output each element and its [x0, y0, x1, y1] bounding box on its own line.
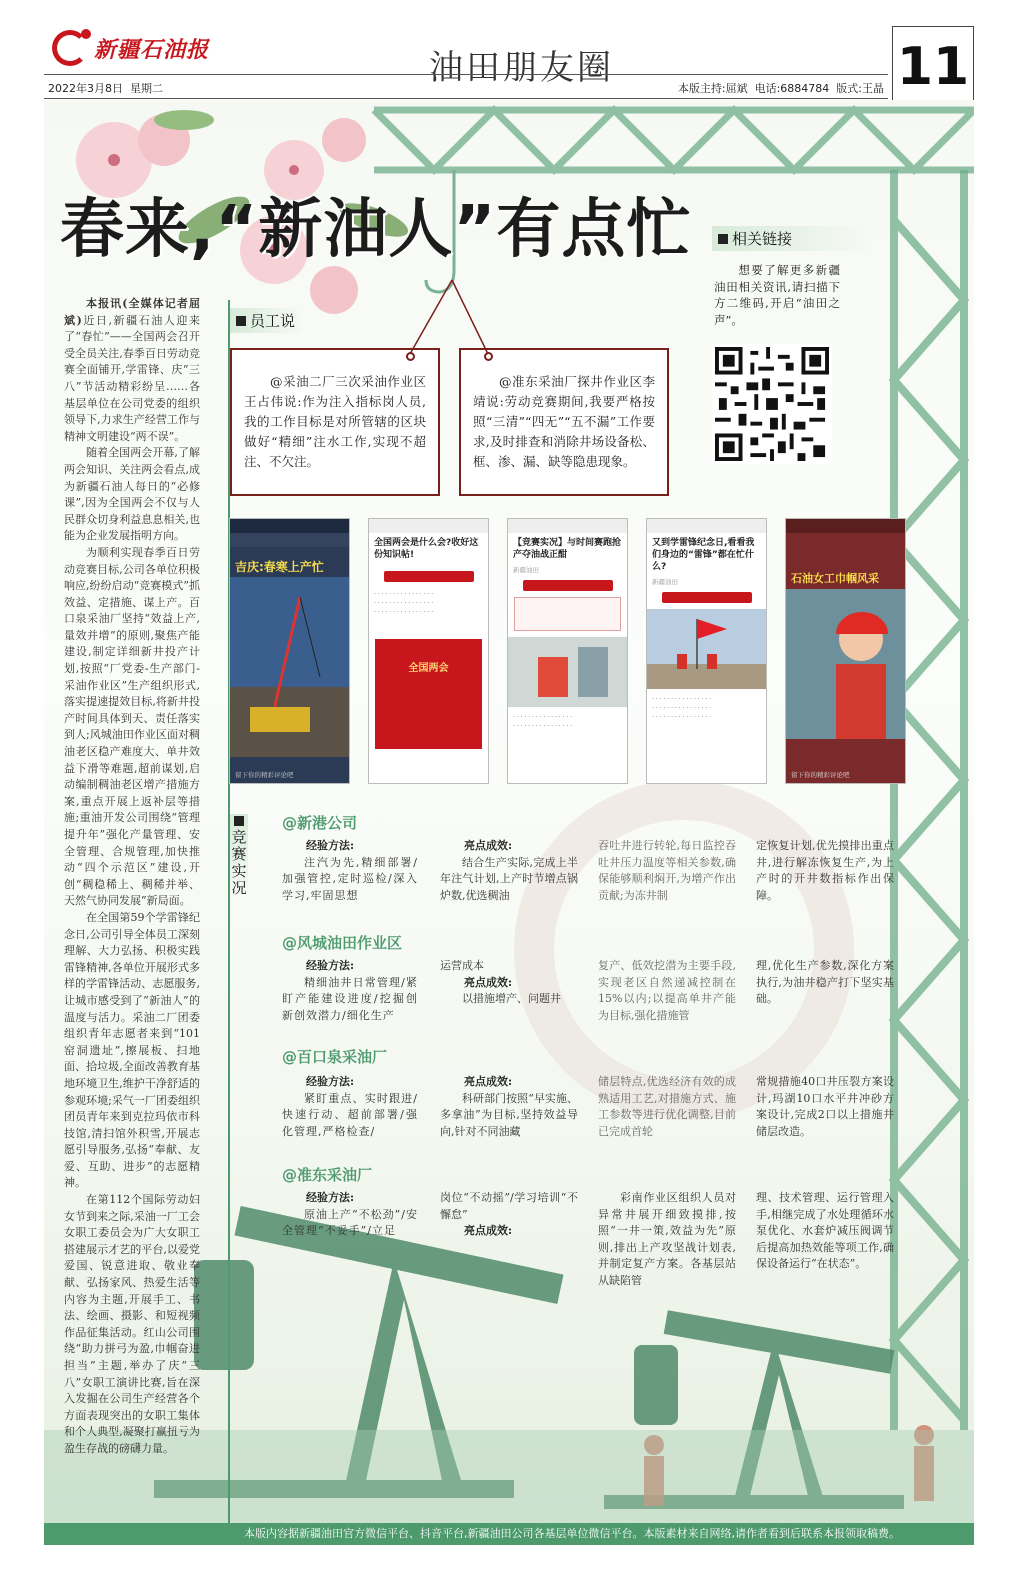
- cell-label: 经验方法:: [306, 839, 355, 852]
- video-screenshot[interactable]: [785, 518, 906, 784]
- lead-paragraph: 为顺利实现春季百日劳动竞赛目标,公司各单位积极响应,纷纷启动“竞赛模式”抓效益、定措施、谋上产。百口泉采油厂坚持“效益上产,量效并增”的原则,聚焦产能建设,制定详细新井投产计划,按照“厂党委-生产部门-采油作业区”生产组织形式,落实提速提效目标,将新井投产时间具体到天、责任落实到人;风城油田作业区面对稠油老区稳产难度大、单井效益下滑等难题,超前谋划,启动编制稠油老区增产措施方案,重点开展上返补层等措施;重油开发公司围绕“管理提升年”强化产量管理、安全管理、合规管理,加快推动“四个示范区”建设,开创“稠稳稀上、稠稀并举、天然气协同发展”新局面。: [64, 545, 200, 908]
- org-heading: @百口泉采油厂: [282, 1048, 388, 1066]
- page-number-box: [892, 26, 974, 108]
- byline: 本报讯(全媒体记者屈斌): [64, 297, 200, 327]
- related-description: 想要了解更多新疆油田相关资讯,请扫描下方二维码,开启“油田之声”。: [714, 263, 840, 327]
- article-screenshot[interactable]: [646, 518, 767, 784]
- lead-paragraph: [64, 296, 200, 445]
- lead-paragraph: 随着全国两会开幕,了解两会知识、关注两会看点,成为新疆石油人每日的“必修课”,因为全国两会不仅与人民群众切身利益息息相关,也能为企业发展指明方向。: [64, 446, 200, 543]
- square-bullet-icon: [234, 816, 244, 826]
- phone: 电话:6884784: [754, 82, 830, 95]
- issue-date: 2022年3月8日: [48, 82, 123, 95]
- video-screenshot[interactable]: [229, 518, 350, 784]
- masthead-rule: [44, 74, 888, 75]
- screenshot-caption: 吉庆:春寒上产忙: [235, 560, 324, 574]
- section-title: 油田朋友圈: [429, 48, 614, 88]
- issue-weekday: 星期二: [130, 82, 163, 95]
- masthead-rule-bottom: [44, 98, 888, 99]
- method-cell: [282, 1074, 418, 1140]
- promo-graphic: [375, 639, 482, 749]
- paper-name: 新疆石油报: [94, 36, 210, 63]
- result-cell: [440, 838, 578, 904]
- lead-paragraph: 在全国第59个学雷锋纪念日,公司引导全体员工深刻理解、大力弘扬、积极实践雷锋精神,各单位开展形式多样的学雷锋活动、志愿服务,让城市感受到了“新油人”的温度与活力。采油二厂团委组织青年志愿者来到“101窑洞遗址”,擦展板、扫地面、拾垃圾,全面改善教育基地环境卫生,维护干净舒适的参观环境;采气一厂团委组织团员青年来到克拉玛依市科技馆,清扫馆外积雪,开展志愿引导服务,弘扬“奉献、友爱、互助、进步”的志愿精神。: [64, 910, 200, 1190]
- result-cell: [440, 958, 578, 1008]
- newspaper-logo: [52, 30, 209, 66]
- result-cell-cont: 定恢复计划,优先摸排出重点井,进行解冻恢复生产,为上产时的开井数指标作出保障。: [756, 839, 894, 902]
- worker-photo: [508, 637, 628, 707]
- cell-text: 精细油井日常管理/紧盯产能建设进度/挖掘创新创效潜力/细化生产: [282, 975, 418, 1022]
- credits-line: [678, 80, 884, 96]
- result-cell: [440, 1190, 578, 1240]
- headline: 春来,“新油人”有点忙: [60, 193, 692, 267]
- cell-label: 亮点成效:: [464, 1224, 513, 1237]
- quote-card: [514, 597, 621, 631]
- screenshot-caption: 全国两会是什么会?收好这份知识帖!: [374, 538, 479, 560]
- article-body: · · · · · · · · · · · · · · · · · · · · · · · · · · · · · · · · · · · · · · · · · · · · · · · ·: [652, 696, 712, 721]
- cell-label: 亮点成效:: [464, 1075, 513, 1088]
- screenshot-caption: 【竞赛实况】与时间赛跑抢产夺油战正酣: [513, 538, 622, 560]
- cell-label: 亮点成效:: [464, 839, 513, 852]
- result-cell-cont: 储层特点,优选经济有效的成熟适用工艺,对措施方式、施工参数等进行优化调整,目前已完成首轮: [598, 1075, 736, 1138]
- method-cell: [282, 1190, 418, 1240]
- article-screenshot[interactable]: [507, 518, 628, 784]
- cell-text: 结合生产实际,完成上半年注气计划,上产时节增点锅炉数,优选稠油: [440, 855, 578, 902]
- result-cell: [440, 1074, 578, 1140]
- quote-box: [230, 348, 440, 496]
- cell-text: 注汽为先,精细部署/加强管控,定时巡检/深入学习,牢固思想: [282, 855, 418, 902]
- lead-article: [64, 296, 200, 1458]
- staff-tag: [230, 308, 303, 333]
- cell-label: 亮点成效:: [464, 975, 513, 989]
- status-bar: [508, 519, 627, 533]
- screenshot-caption: 石油女工巾帼风采: [791, 572, 879, 585]
- follow-button[interactable]: [662, 592, 752, 603]
- contest-label-text: 竞赛实况: [231, 828, 247, 897]
- staff-tag-label: 员工说: [250, 312, 296, 330]
- comment-prompt: 留下你的精彩评论吧: [235, 771, 294, 779]
- quote-text: @采油二厂三次采油作业区王占伟说:作为注入指标岗人员,我的工作目标是对所管辖的区块做好“精细”注水工作,实现不超注、不欠注。: [244, 374, 426, 469]
- page-number: 11: [896, 37, 970, 97]
- square-bullet-icon: [718, 234, 728, 244]
- flag-photo: [647, 609, 767, 689]
- follow-button[interactable]: [384, 571, 474, 582]
- org-heading: @风城油田作业区: [282, 934, 403, 952]
- promo-title: 全国两会: [408, 663, 449, 674]
- org-heading: @新港公司: [282, 814, 358, 832]
- cell-text: 原油上产“不松劲”/安全管理“不妥手”/立足: [282, 1207, 418, 1237]
- contest-label: [230, 814, 248, 897]
- lead-paragraph: 在第112个国际劳动妇女节到来之际,采油一厂工会女职工委员会为广大女职工搭建展示才艺的平台,以爱党爱国、锐意进取、敬业奉献、弘扬家风、热爱生活等内容为主题,开展手工、书法、绘画、摄影、和短视频作品征集活动。红山公司围绕“助力拼弓为盈,巾帼奋进担当”主题,举办了庆“三八”女职工演讲比赛,旨在深入发掘在公司生产经营各个方面表现突出的女职工集体和个人典型,凝聚打赢扭亏为盈生存战的磅礴力量。: [64, 1193, 200, 1455]
- qr-code[interactable]: [712, 344, 832, 464]
- related-text: [714, 262, 840, 328]
- article-screenshot[interactable]: [368, 518, 489, 784]
- related-tag: [712, 226, 870, 251]
- woman-worker-photo: [786, 589, 906, 739]
- follow-button[interactable]: [523, 580, 613, 591]
- cell-text: 科研部门按照“早实施、多拿油”为目标,坚持效益导向,针对不同油藏: [440, 1091, 578, 1138]
- logo-icon: [52, 30, 88, 66]
- article-body: · · · · · · · · · · · · · · · · · · · · · · · · · · · · · · · ·: [513, 714, 573, 730]
- result-cell-cont: 理、技术管理、运行管理入手,相继完成了水处理循环水泵优化、水套炉减压阀调节后提高加热效能等项工作,确保设备运行“在状态”。: [756, 1191, 894, 1270]
- layout-editor: 版式:王晶: [836, 82, 884, 95]
- cell-label: 经验方法:: [306, 1075, 355, 1088]
- result-cell-cont: 吞吐井进行转轮,每日监控吞吐井压力温度等相关参数,确保能够顺利焖开,为增产作出贡献;为冻井制: [598, 839, 736, 902]
- search-bar: [230, 533, 349, 547]
- masthead: [44, 24, 974, 102]
- method-cell: [282, 958, 418, 1024]
- result-cell-cont: 理,优化生产参数,深化方案执行,为油井稳产打下坚实基础。: [756, 959, 894, 1005]
- quote-text: @准东采油厂探井作业区李靖说:劳动竞赛期间,我要严格按照“三清”“四无”“五不漏”工作要求,及时排查和消除井场设备松、框、渗、漏、缺等隐患现象。: [473, 374, 655, 469]
- account-name: 新疆油田: [513, 566, 539, 574]
- hanging-string: [404, 278, 494, 358]
- cell-text: 紧盯重点、实时跟进/快速行动、超前部署/强化管理,严格检查/: [282, 1091, 418, 1138]
- status-bar: [647, 519, 766, 533]
- status-bar: [230, 519, 349, 533]
- cell-text: 以措施增产、问题井: [462, 992, 561, 1005]
- article-body: · · · · · · · · · · · · · · · · · · · · · · · · · · · · · · · · · · · · · · · · · · · · · · · ·: [374, 591, 434, 616]
- cell-prefix: 岗位“不动摇”/学习培训“不懈怠”: [440, 1191, 578, 1221]
- result-cell-cont: 复产、低效挖潜为主要手段,实现老区自然递减控制在15%以内;以提高单井产能为目标,强化措施管: [598, 959, 736, 1022]
- paragraph-text: 近日,新疆石油人迎来了“春忙”——全国两会召开受全员关注,春季百日劳动竞赛全面铺开,学雷锋、庆“三八”节活动精彩纷呈……各基层单位在公司党委的组织领导下,力求生产经营工作与精神文明建设“两不误”。: [64, 313, 200, 443]
- cell-label: 经验方法:: [306, 1191, 355, 1204]
- host: 本版主持:屈斌: [677, 82, 748, 95]
- account-name: 新疆油田: [652, 578, 678, 586]
- crane-photo: [230, 577, 350, 757]
- status-bar: [786, 519, 905, 533]
- related-tag-label: 相关链接: [732, 230, 793, 248]
- quote-box: [459, 348, 669, 496]
- comment-prompt: 留下你的精彩评论吧: [791, 771, 850, 779]
- screenshot-caption: 又到学雷锋纪念日,看看我们身边的“雷锋”都在忙什么?: [652, 538, 755, 572]
- result-cell-cont: 常规措施40口井压裂方案设计,玛湖10口水平井冲砂方案设计,完成2口以上措施井储层改造。: [756, 1075, 894, 1138]
- cell-label: 经验方法:: [306, 959, 355, 972]
- dateline: [48, 80, 163, 96]
- result-cell-cont: 彩南作业区组织人员对异常井展开细致摸排,按照“一井一策,效益为先”原则,排出上产攻坚战计划表,并制定复产方案。各基层站从缺陷管: [598, 1191, 736, 1287]
- qr-code-icon: [715, 347, 829, 461]
- org-heading: @准东采油厂: [282, 1166, 373, 1184]
- method-cell: [282, 838, 418, 904]
- footer-note: 本版内容据新疆油田官方微信平台、抖音平台,新疆油田公司各基层单位微信平台。本版素材来自网络,请作者看到后联系本报领取稿费。: [244, 1527, 900, 1540]
- square-bullet-icon: [236, 316, 246, 326]
- status-bar: [369, 519, 488, 533]
- cell-prefix: 运营成本: [440, 959, 484, 972]
